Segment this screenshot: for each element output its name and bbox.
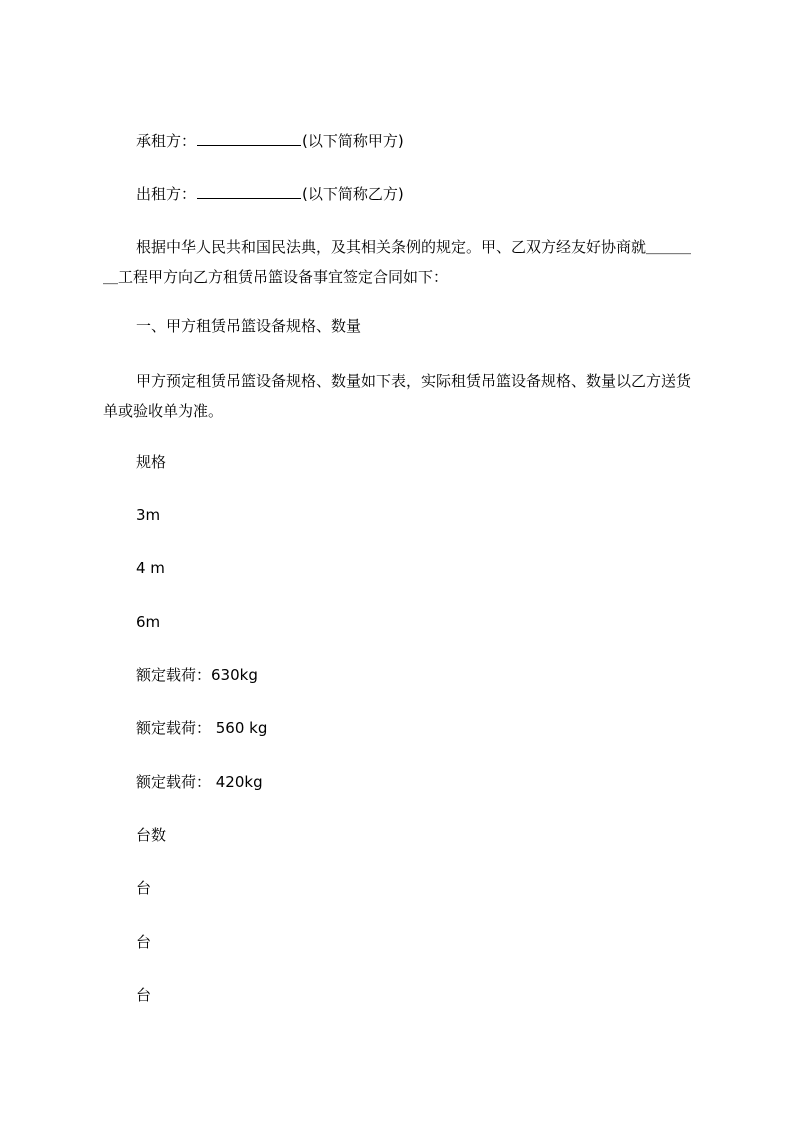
spec-3m: 3m (136, 506, 161, 524)
intro-paragraph: 根据中华人民共和国民法典，及其相关条例的规定。甲、乙双方经友好协商就＿＿＿＿工程甲方向乙方租赁吊篮设备事宜签定合同如下： (103, 238, 692, 286)
lessor-line (136, 184, 404, 204)
lessee-line (136, 131, 404, 151)
spec-header: 规格 (136, 453, 167, 471)
lessor-blank[interactable] (197, 185, 301, 199)
lessee-label: 承租方： (136, 132, 197, 150)
lessee-suffix: (以下简称甲方) (302, 132, 404, 150)
section1-heading: 一、甲方租赁吊篮设备规格、数量 (136, 317, 362, 335)
spec-4m: 4 m (136, 559, 165, 577)
load-630: 额定载荷：630kg (136, 666, 258, 684)
qty-header: 台数 (136, 826, 167, 844)
load-560: 额定载荷： 560 kg (136, 719, 268, 737)
qty-unit-3: 台 (136, 986, 152, 1004)
spec-6m: 6m (136, 613, 161, 631)
lessor-suffix: (以下简称乙方) (302, 185, 404, 203)
lessee-blank[interactable] (197, 132, 301, 146)
lessor-label: 出租方： (136, 185, 197, 203)
load-420: 额定载荷： 420kg (136, 773, 263, 791)
qty-unit-2: 台 (136, 933, 152, 951)
qty-unit-1: 台 (136, 879, 152, 897)
section1-text: 甲方预定租赁吊篮设备规格、数量如下表，实际租赁吊篮设备规格、数量以乙方送货单或验收单为准。 (103, 372, 692, 420)
